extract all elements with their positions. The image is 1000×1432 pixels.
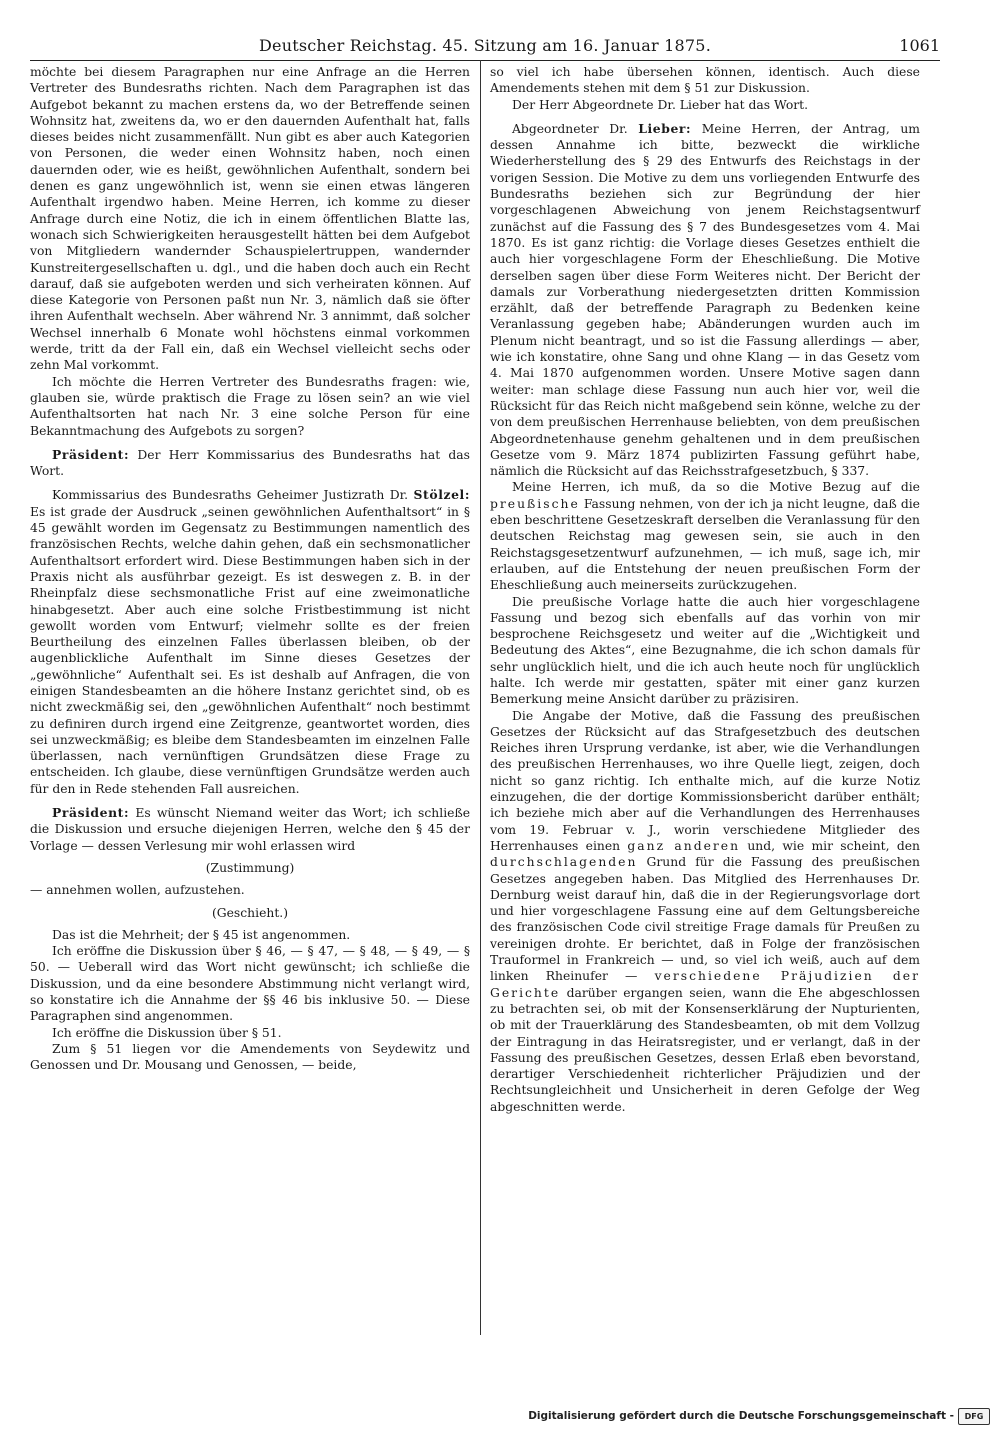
paragraph: Der Herr Abgeordnete Dr. Lieber hat das Wort. — [512, 97, 809, 112]
paragraph — [30, 805, 470, 854]
speaker-intro: Abgeordneter Dr. — [512, 121, 628, 136]
paragraph: — annehmen wollen, aufzustehen. — [30, 883, 245, 898]
text-run: Fassung nehmen, von der ich ja nicht leugne, daß die eben beschrittene Gesetzeskraft derselben die Veranlassung für den deutschen Reichstag mag gewesen sein, sie auch in den Reichstagsgesetzentwurf aufzunehmen, — ich muß, sage ich, mir erlauben, auf die Entstehung der neuen preußischen Form der Eheschließung auch meinerseits zurückzugehen. — [490, 496, 920, 593]
text-run: darüber ergangen seien, wann die Ehe abgeschlossen zu betrachten sei, ob mit der Konsenserklärung der Nupturienten, ob mit der Trauerklärung des Standesbeamten, ob mit dem Vollzug der Eintragung in das Heiratsregister, und er verlangt, daß in der Fassung des preußischen Gesetzes, dessen Erlaß eben bevorstand, derartiger Verschiedenheit richterlicher Präjudizien und der Rechtsungleichheit und Unsicherheit in deren Gefolge der Weg abgeschnitten werde. — [490, 985, 920, 1114]
emphasis: durchschlagenden — [490, 855, 638, 870]
text-run: Grund für die Fassung des preußischen Gesetzes angegeben haben. Das Mitglied des Herrenhauses Dr. Dernburg weist darauf hin, daß die in der Regierungsvorlage dort und hier vorgeschlagene Fassung eine auf dem Geltungsbereiche des französischen Code civil streitige Frage damals für Preußen zu vereinigen drohte. Er berichtet, daß in Folge der französischen Trauformel in Frankreich — und, so viel ich weiß, auch auf dem linken Rheinufer — — [490, 855, 920, 984]
emphasis: verschiedene Präjudizien der Gerichte — [490, 969, 920, 1000]
speaker-intro: Kommissarius des Bundesraths Geheimer Justizrath Dr. — [52, 488, 409, 503]
digitization-credit — [528, 1406, 990, 1426]
text-run: Die Angabe der Motive, daß die Fassung des preußischen Gesetzes der Rücksicht auf das Strafgesetzbuch des deutschen Reiches ihren Ursprung verdanke, ist aber, wie die Verhandlungen des preußischen Herrenhauses, wo ihre Quelle liegt, zeigen, doch nicht so ganz richtig. Ich enthalte mich, auf die kurze Notiz einzugehen, die der dortige Kommissionsbericht darüber enthält; ich beziehe mich aber auf die Verhandlungen des Herrenhauses vom 19. Februar v. J., worin verschiedene Mitglieder des Herrenhauses einen — [490, 708, 920, 853]
page-number: 1061 — [899, 36, 940, 55]
speaker-name: Präsident: — [52, 446, 130, 462]
paragraph — [490, 479, 920, 593]
speaker-name: Stölzel: — [413, 487, 470, 503]
speech-text: Es ist grade der Ausdruck „seinen gewöhnlichen Aufenthaltsort“ in § 45 gewählt worden im Gegensatz zu Bestimmungen namentlich des französischen Rechts, welche dahin gehen, daß ein sechsmonatlicher Aufenthaltsort erfordert wird. Diese Bestimmungen haben sich in der Praxis nicht als ausführbar gezeigt. Es ist deswegen z. B. in der Rheinpfalz diese sechsmonatliche Frist auf eine zweimonatliche hinabgesetzt. Aber auch eine solche Fristbestimmung ist nicht gewollt worden vom Entwurf; vielmehr sollte es der freien Beurtheilung des einzelnen Falles überlassen bleiben, ob der augenblickliche Aufenthalt im Sinne dieses Gesetzes der „gewöhnliche“ Aufenthalt sei. Es ist deshalb auf Anfragen, die von einigen Standesbeamten an die höhere Instanz gerichtet sind, ob es nicht zweckmäßig sei, den „gewöhnlichen Aufenthalt“ noch bestimmt zu definiren durch irgend eine Zeitgrenze, geantwortet worden, dies sei unzweckmäßig; es bleibe dem Standesbeamten im einzelnen Falle überlassen, nach vernünftigen Grundsätzen diese Frage zu entscheiden. Ich glaube, diese vernünftigen Grundsätze werden auch für den in Rede stehenden Fall ausreichen. — [30, 504, 470, 796]
stage-direction: (Zustimmung) — [205, 860, 295, 875]
stage-direction: (Geschieht.) — [211, 905, 289, 920]
paragraph — [490, 121, 920, 480]
running-title: Deutscher Reichstag. 45. Sitzung am 16. Januar 1875. — [259, 36, 711, 55]
paragraph: so viel ich habe übersehen können, identisch. Auch diese Amendements stehen mit dem § 51 zur Diskussion. — [490, 65, 920, 96]
speech-text: Meine Herren, der Antrag, um dessen Annahme ich bitte, bezweckt die wirkliche Wiederherstellung des § 29 des Entwurfs des Reichstags in der vorigen Session. Die Motive zu dem uns vorliegenden Entwurfe des Bundesraths beziehen sich zur Begründung der hier vorgeschlagenen Abweichung von jenem Reichstagsentwurf zunächst auf die Fassung des § 7 des Bundesgesetzes vom 4. Mai 1870. Es ist ganz richtig: die Vorlage dieses Gesetzes enthielt die auch hier vorgeschlagene Form der Eheschließung. Die Motive derselben sagen über diese Form Weiteres nicht. Der Bericht der damals zur Vorberathung niedergesetzten dritten Kommission erzählt, daß der betreffende Paragraph zu Bedenken keine Veranlassung gegeben habe; Abänderungen wurden auch im Plenum nicht beantragt, und so ist die Fassung allerdings — aber, wie ich konstatire, ohne Sang und ohne Klang — in das Gesetz vom 4. Mai 1870 aufgenommen worden. Unsere Motive sagen dann weiter: man schlage diese Fassung nun auch hier vor, weil die Rücksicht für das Reich nicht maßgebend sein könne, welche zu der von dem preußischen Herrenhause beliebten, von dem preußischen Abgeordnetenhause genehm gehaltenen und in dem preußischen Gesetze vom 9. März 1874 publizirten Fassung geführt habe, nämlich die Rücksicht auf das Reichsstrafgesetzbuch, § 337. — [490, 121, 920, 479]
paragraph: Ich eröffne die Diskussion über § 51. — [52, 1025, 282, 1040]
speaker-name: Präsident: — [52, 805, 130, 821]
speech-text: Es wünscht Niemand weiter das Wort; ich schließe die Diskussion und ersuche diejenigen Herren, welche den § 45 der Vorlage — dessen Verlesung mir wohl erlassen wird — [30, 806, 470, 853]
dfg-logo: DFG — [958, 1408, 990, 1425]
text-run: und, wie mir scheint, den — [747, 838, 920, 853]
paragraph: möchte bei diesem Paragraphen nur eine Anfrage an die Herren Vertreter des Bundesraths richten. Nach dem Paragraphen ist das Aufgebot bekannt zu machen erstens da, wo der Betreffende seinen Wohnsitz hat, zweitens da, wo er den dauernden Aufenthalt hat, falls dieses beides nicht zusammenfällt. Nun gibt es aber auch Kategorien von Personen, die weder einen Wohnsitz haben, noch einen dauernden oder, wie es heißt, gewöhnlichen Aufenthalt, sondern bei denen es ganz ungewöhnlich ist, wenn sie einen etwas längeren Aufenthalt irgendwo haben. Meine Herren, ich komme zu dieser Anfrage durch eine Notiz, die ich in einem öffentlichen Blatte las, wonach sich Schwierigkeiten herausgestellt hätten bei dem Aufgebot von Mitgliedern wandernder Schauspielertruppen, wandernder Kunstreitergesellschaften u. dgl., und die haben doch auch ein Recht darauf, daß sie aufgeboten werden und sich verheiraten können. Auf diese Kategorie von Personen paßt nun Nr. 3, nämlich daß sie öfter ihren Aufenthalt wechseln. Aber während Nr. 3 annimmt, daß solcher Wechsel innerhalb 6 Monate wohl höchstens einmal vorkommen werde, tritt da der Fall ein, daß ein Wechsel vielleicht sechs oder zehn Mal vorkommt. — [30, 65, 470, 373]
paragraph — [30, 487, 470, 797]
paragraph: Das ist die Mehrheit; der § 45 ist angenommen. — [52, 927, 351, 942]
paragraph: Die preußische Vorlage hatte die auch hier vorgeschlagene Fassung und bezog sich ebenfalls auf das vorhin von mir besprochene Reichsgesetz und weiter auf die „Wichtigkeit und Bedeutung des Aktes“, eine Bezugnahme, die ich schon damals für sehr unglücklich hielt, und die ich auch heute noch für unglücklich halte. Ich werde mir gestatten, später mit einer ganz kurzen Bemerkung meine Ansicht darüber zu präzisiren. — [490, 594, 920, 707]
column-divider — [480, 60, 481, 1335]
credit-text: Digitalisierung gefördert durch die Deutsche Forschungsgemeinschaft - — [528, 1410, 954, 1422]
speech-text: Der Herr Kommissarius des Bundesraths hat das Wort. — [30, 447, 470, 479]
paragraph — [490, 708, 920, 1115]
text-run: Meine Herren, ich muß, da so die Motive Bezug auf die — [512, 480, 920, 495]
speaker-name: Lieber: — [638, 120, 692, 136]
paragraph — [30, 447, 470, 480]
right-column — [490, 64, 920, 1115]
paragraph: Zum § 51 liegen vor die Amendements von Seydewitz und Genossen und Dr. Mousang und Genossen, — beide, — [30, 1041, 470, 1073]
paragraph: Ich eröffne die Diskussion über § 46, — § 47, — § 48, — § 49, — § 50. — Ueberall wird das Wort nicht gewünscht; ich schließe die Diskussion, und da eine besondere Abstimmung nicht verlangt wird, so konstatire ich die Annahme der §§ 46 bis inklusive 50. — Diese Paragraphen sind angenommen. — [30, 944, 470, 1024]
emphasis: preußische — [490, 496, 580, 511]
emphasis: ganz anderen — [627, 838, 741, 853]
paragraph: Ich möchte die Herren Vertreter des Bundesraths fragen: wie, glauben sie, würde praktisch die Frage zu lösen sein? an wie viel Aufenthaltsorten hat nach Nr. 3 eine solche Person für eine Bekanntmachung des Aufgebots zu sorgen? — [30, 374, 470, 438]
left-column — [30, 64, 470, 1074]
page-header — [30, 30, 940, 60]
header-rule — [30, 60, 940, 61]
